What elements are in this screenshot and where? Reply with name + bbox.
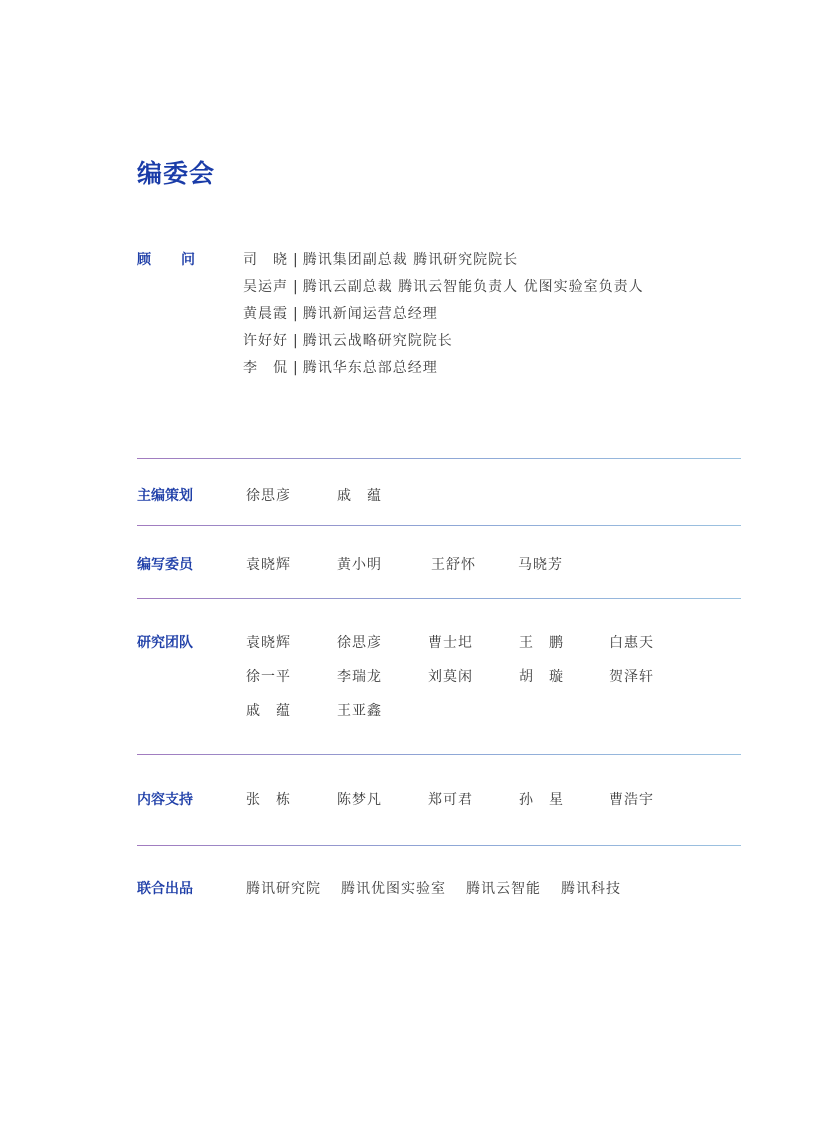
member-name: 刘莫闲 xyxy=(428,669,473,685)
separator: | xyxy=(293,252,299,268)
member-name: 郑可君 xyxy=(428,792,473,808)
advisor-name: 司 晓 xyxy=(243,252,288,268)
divider xyxy=(137,845,741,846)
divider xyxy=(137,754,741,755)
advisor-row xyxy=(243,249,518,269)
advisor-name: 黄晨霞 xyxy=(243,306,288,322)
section-label: 编写委员 xyxy=(137,557,193,573)
advisor-role: 腾讯华东总部总经理 xyxy=(302,360,438,376)
advisor-name: 李 侃 xyxy=(243,360,288,376)
member-name: 张 栋 xyxy=(246,792,291,808)
member-name: 胡 璇 xyxy=(519,669,564,685)
advisor-role: 腾讯新闻运营总经理 xyxy=(302,306,438,322)
member-name: 白惠天 xyxy=(609,635,654,651)
member-name: 腾讯科技 xyxy=(561,881,621,897)
advisor-row xyxy=(243,330,453,350)
member-name: 戚 蕴 xyxy=(246,703,291,719)
divider xyxy=(137,598,741,599)
member-name: 王 鹏 xyxy=(519,635,564,651)
separator: | xyxy=(293,306,299,322)
advisor-row xyxy=(243,276,644,296)
member-name: 腾讯云智能 xyxy=(466,881,541,897)
member-name: 徐思彦 xyxy=(246,488,291,504)
member-name: 黄小明 xyxy=(337,557,382,573)
section-label: 主编策划 xyxy=(137,488,193,504)
member-name: 陈梦凡 xyxy=(337,792,382,808)
member-name: 马晓芳 xyxy=(518,557,563,573)
separator: | xyxy=(293,360,299,376)
member-name: 腾讯优图实验室 xyxy=(341,881,446,897)
separator: | xyxy=(293,279,299,295)
member-name: 李瑞龙 xyxy=(337,669,382,685)
member-name: 袁晓辉 xyxy=(246,635,291,651)
divider xyxy=(137,525,741,526)
member-name: 袁晓辉 xyxy=(246,557,291,573)
member-name: 徐思彦 xyxy=(337,635,382,651)
member-name: 曹浩宇 xyxy=(609,792,654,808)
section-label: 研究团队 xyxy=(137,635,193,651)
advisor-name: 许好好 xyxy=(243,333,288,349)
advisor-role: 腾讯云副总裁 腾讯云智能负责人 优图实验室负责人 xyxy=(302,279,644,295)
member-name: 王舒怀 xyxy=(431,557,476,573)
section-label: 内容支持 xyxy=(137,792,193,808)
divider xyxy=(137,458,741,459)
member-name: 腾讯研究院 xyxy=(246,881,321,897)
member-name: 孙 星 xyxy=(519,792,564,808)
advisor-role: 腾讯集团副总裁 腾讯研究院院长 xyxy=(302,252,519,268)
advisor-row xyxy=(243,357,438,377)
page-title: 编委会 xyxy=(137,159,216,188)
member-name: 贺泽轩 xyxy=(609,669,654,685)
member-name: 王亚鑫 xyxy=(337,703,382,719)
member-name: 戚 蕴 xyxy=(337,488,382,504)
advisors-label: 顾问 xyxy=(137,252,225,268)
separator: | xyxy=(293,333,299,349)
section-label: 联合出品 xyxy=(137,881,193,897)
member-name: 曹士圯 xyxy=(428,635,473,651)
advisor-row xyxy=(243,303,438,323)
advisor-name: 吴运声 xyxy=(243,279,288,295)
member-name: 徐一平 xyxy=(246,669,291,685)
advisor-role: 腾讯云战略研究院院长 xyxy=(302,333,453,349)
